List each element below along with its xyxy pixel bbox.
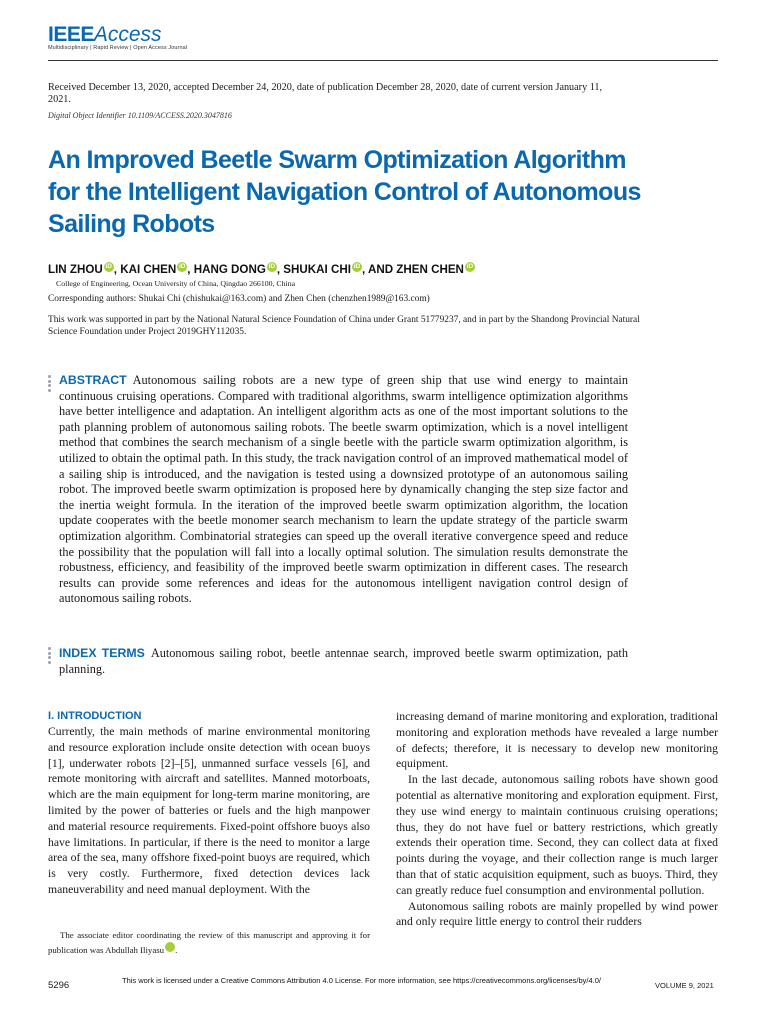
index-terms-dots-icon xyxy=(48,647,51,665)
paragraph: increasing demand of marine monitoring and exploration, traditional monitoring and exploration methods have revealed a large number of defects; therefore, it is necessary to develop new monitoring equipment. xyxy=(396,710,718,771)
orcid-icon[interactable]: iD xyxy=(165,942,175,952)
logo-ieee: IEEE xyxy=(48,23,94,46)
author-name: HANG DONG xyxy=(193,263,266,276)
author-separator: , xyxy=(113,263,121,276)
index-terms-text: Autonomous sailing robot, beetle antennae search, improved beetle swarm optimization, path planning. xyxy=(59,646,628,676)
index-terms xyxy=(59,646,628,677)
received-dates: Received December 13, 2020, accepted December 24, 2020, date of publication December 28, 2020, date of current version January 11, 2021. xyxy=(48,82,603,105)
orcid-icon[interactable]: iD xyxy=(466,263,474,270)
abstract xyxy=(59,373,628,607)
left-column xyxy=(48,709,370,898)
affiliation: College of Engineering, Ocean University of China, Qingdao 266100, China xyxy=(56,279,296,288)
author-name: KAI CHEN xyxy=(120,263,177,276)
orcid-icon[interactable]: iD xyxy=(353,263,361,270)
paragraph: In the last decade, autonomous sailing robots have shown good potential as alternative monitoring and exploration equipment. First, they use wind energy to maintain continuous cruising operations; thus, they do not have fuel or battery restrictions, which greatly extends their operation time. Second, they can collect data at fixed points during the voyage, and their collection range is much larger than that of static acquisition equipment, such as buoys. Third, they can greatly reduce fuel consumption and environmental pollution. xyxy=(396,773,718,897)
author-separator: , xyxy=(187,263,194,276)
orcid-icon[interactable]: iD xyxy=(179,263,186,270)
paragraph: Currently, the main methods of marine environmental monitoring and resource exploration include onsite detection with ocean buoys [1], underwater robots [2]–[5], unmanned surface vessels [6], and remote monitoring with aircraft and satellites. Manned motorboats, which are the main equipment for long-term marine monitoring, are limited by the power of batteries or fuels and the high manpower and material resource requirements. Fixed-point offshore buoys also have limitations. In particular, if there is the need to monitor a large area of the sea, many offshore fixed-point buoys are required, which is very costly. Furthermore, fixed detection devices lack maneuverability and need manual deployment. With the xyxy=(48,725,370,896)
journal-logo xyxy=(48,23,187,51)
page-number: 5296 xyxy=(48,980,70,991)
orcid-icon[interactable]: iD xyxy=(268,263,276,270)
doi: Digital Object Identifier 10.1109/ACCESS.2020.3047816 xyxy=(48,111,232,120)
author-name: LIN ZHOU xyxy=(48,263,103,276)
corresponding-authors: Corresponding authors: Shukai Chi (chishukai@163.com) and Zhen Chen (chenzhen1989@163.com) xyxy=(48,294,430,304)
right-column xyxy=(396,709,718,930)
author-separator: , AND xyxy=(361,263,397,276)
editor-footnote xyxy=(48,929,370,956)
abstract-text: Autonomous sailing robots are a new type of green ship that use wind energy to maintain continuous cruising operations. Compared with traditional algorithms, swarm intelligence optimization algorithms have better intelligence and adaptation. An intelligent algorithm acts as one of the most important solutions to the path planning problem of autonomous sailing robots. The beetle swarm optimization, which is a novel intelligent method that combines the search mechanism of a single beetle with the particle swarm optimization algorithm, is utilized to obtain the optimal path. In this study, the track navigation control of an improved mathematical model of a sailing ship is introduced, and the navigation is tested using a downsized prototype of an autonomous sailing robot. The improved beetle swarm optimization is proposed here by dynamically changing the step size factor and the inertia weight formula. In the iteration of the improved beetle swarm optimization algorithm, the location update cooperates with the beetle monomer search mechanism to learn the update strategy of the particle swarm optimization algorithm. Combinatorial strategies can speed up the overall iterative convergence speed and reduce the possibility that the population will fall into a locally optimal solution. The simulation results demonstrate the robustness, efficiency, and feasibility of the improved beetle swarm optimization in different cases. The research results can provide some references and ideas for the autonomous intelligent navigation control design of autonomous sailing robots. xyxy=(59,373,628,606)
section-heading: I. INTRODUCTION xyxy=(48,710,142,722)
editor-note-end: . xyxy=(175,944,178,955)
paper-title: An Improved Beetle Swarm Optimization Algorithm for the Intelligent Navigation Control of Autonomous Sailing Robots xyxy=(48,146,641,238)
funding-note: This work was supported in part by the National Natural Science Foundation of China under Grant 51779237, and in part by the Shandong Provincial Natural Science Foundation under Project 2019GHY112035. xyxy=(48,315,640,337)
author-separator: , xyxy=(276,263,284,276)
paragraph: Autonomous sailing robots are mainly propelled by wind power and only require little energy to control their rudders xyxy=(396,899,718,929)
header-rule xyxy=(48,60,718,61)
orcid-icon[interactable]: iD xyxy=(105,263,112,270)
author-list xyxy=(48,262,475,276)
abstract-label: ABSTRACT xyxy=(59,373,127,387)
author-name: SHUKAI CHI xyxy=(283,263,351,276)
author-name: ZHEN CHEN xyxy=(396,263,464,276)
index-terms-label: INDEX TERMS xyxy=(59,646,145,660)
license-note: This work is licensed under a Creative Commons Attribution 4.0 License. For more information, see https://creativecommons.org/licenses/by/4.0/ xyxy=(122,976,601,985)
volume-label: VOLUME 9, 2021 xyxy=(655,981,714,990)
logo-access: Access xyxy=(93,23,162,46)
editor-note-text: The associate editor coordinating the review of this manuscript and approving it for publication was Abdullah Iliyasu xyxy=(48,930,370,955)
abstract-dots-icon xyxy=(48,375,51,393)
logo-tagline: Multidisciplinary | Rapid Review | Open Access Journal xyxy=(48,45,188,51)
